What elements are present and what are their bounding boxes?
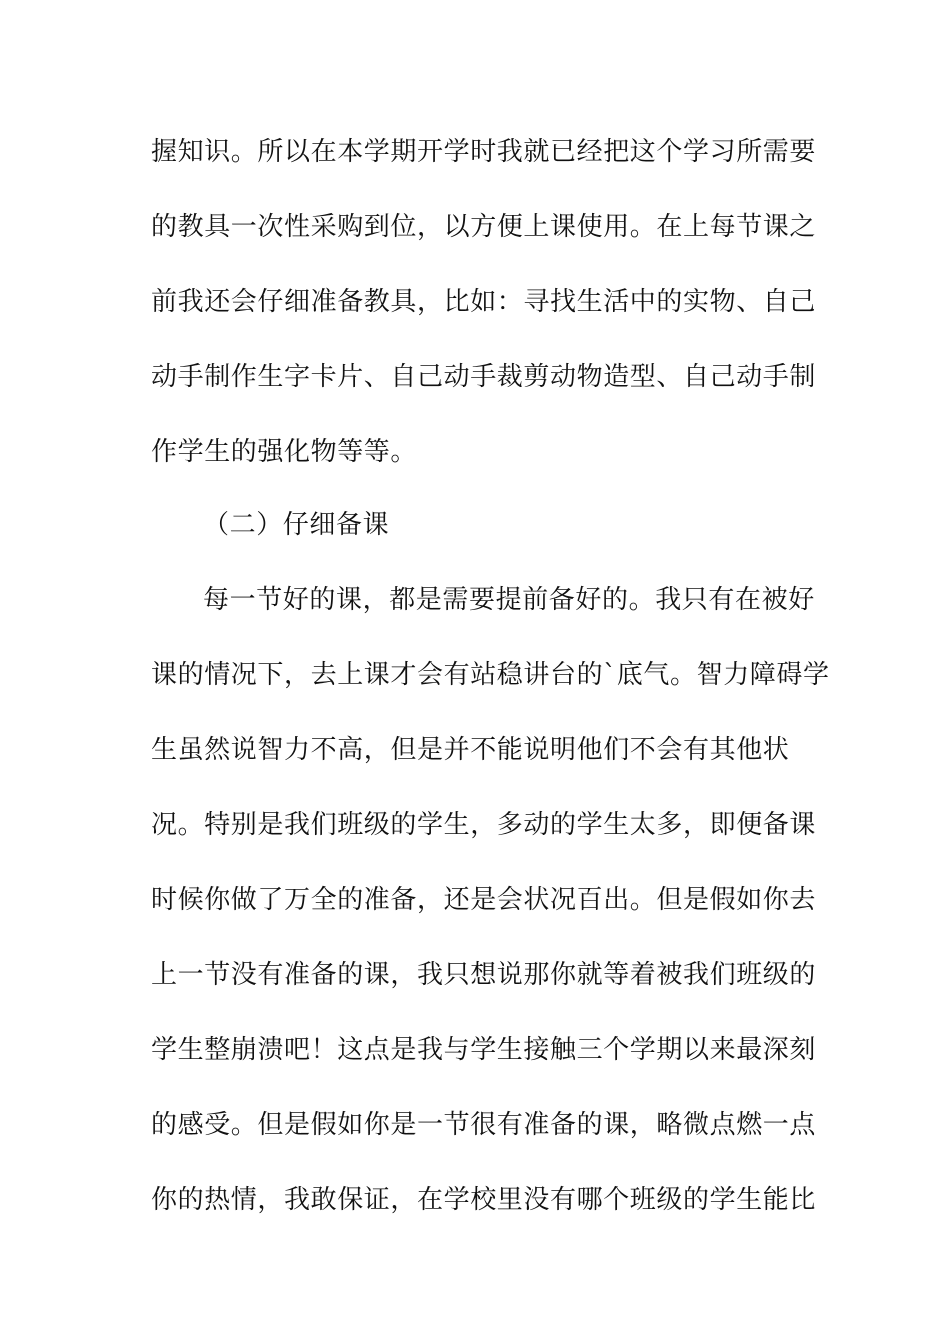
paragraph-line: 前我还会仔细准备教具，比如：寻找生活中的实物、自己 [151, 287, 817, 317]
paragraph-line: 学生整崩溃吧！这点是我与学生接触三个学期以来最深刻 [151, 1035, 817, 1065]
paragraph-line: 握知识。所以在本学期开学时我就已经把这个学习所需要 [151, 137, 817, 167]
paragraph-line: 时候你做了万全的准备，还是会状况百出。但是假如你去 [151, 885, 817, 915]
paragraph-line: 的教具一次性采购到位，以方便上课使用。在上每节课之 [151, 212, 817, 242]
paragraph-line: 课的情况下，去上课才会有站稳讲台的`底气。智力障碍学 [151, 660, 830, 690]
paragraph-line: 的感受。但是假如你是一节很有准备的课，略微点燃一点 [151, 1110, 817, 1140]
paragraph-line: 生虽然说智力不高，但是并不能说明他们不会有其他状 [151, 735, 790, 765]
paragraph-line: 每一节好的课，都是需要提前备好的。我只有在被好 [203, 585, 815, 615]
paragraph-line: 动手制作生字卡片、自己动手裁剪动物造型、自己动手制 [151, 362, 817, 392]
section-heading: （二）仔细备课 [203, 510, 390, 540]
paragraph-line: 况。特别是我们班级的学生，多动的学生太多，即便备课 [151, 810, 817, 840]
paragraph-line: 作学生的强化物等等。 [151, 437, 418, 467]
paragraph-line: 上一节没有准备的课，我只想说那你就等着被我们班级的 [151, 960, 817, 990]
paragraph-line: 你的热情，我敢保证，在学校里没有哪个班级的学生能比 [151, 1185, 817, 1215]
